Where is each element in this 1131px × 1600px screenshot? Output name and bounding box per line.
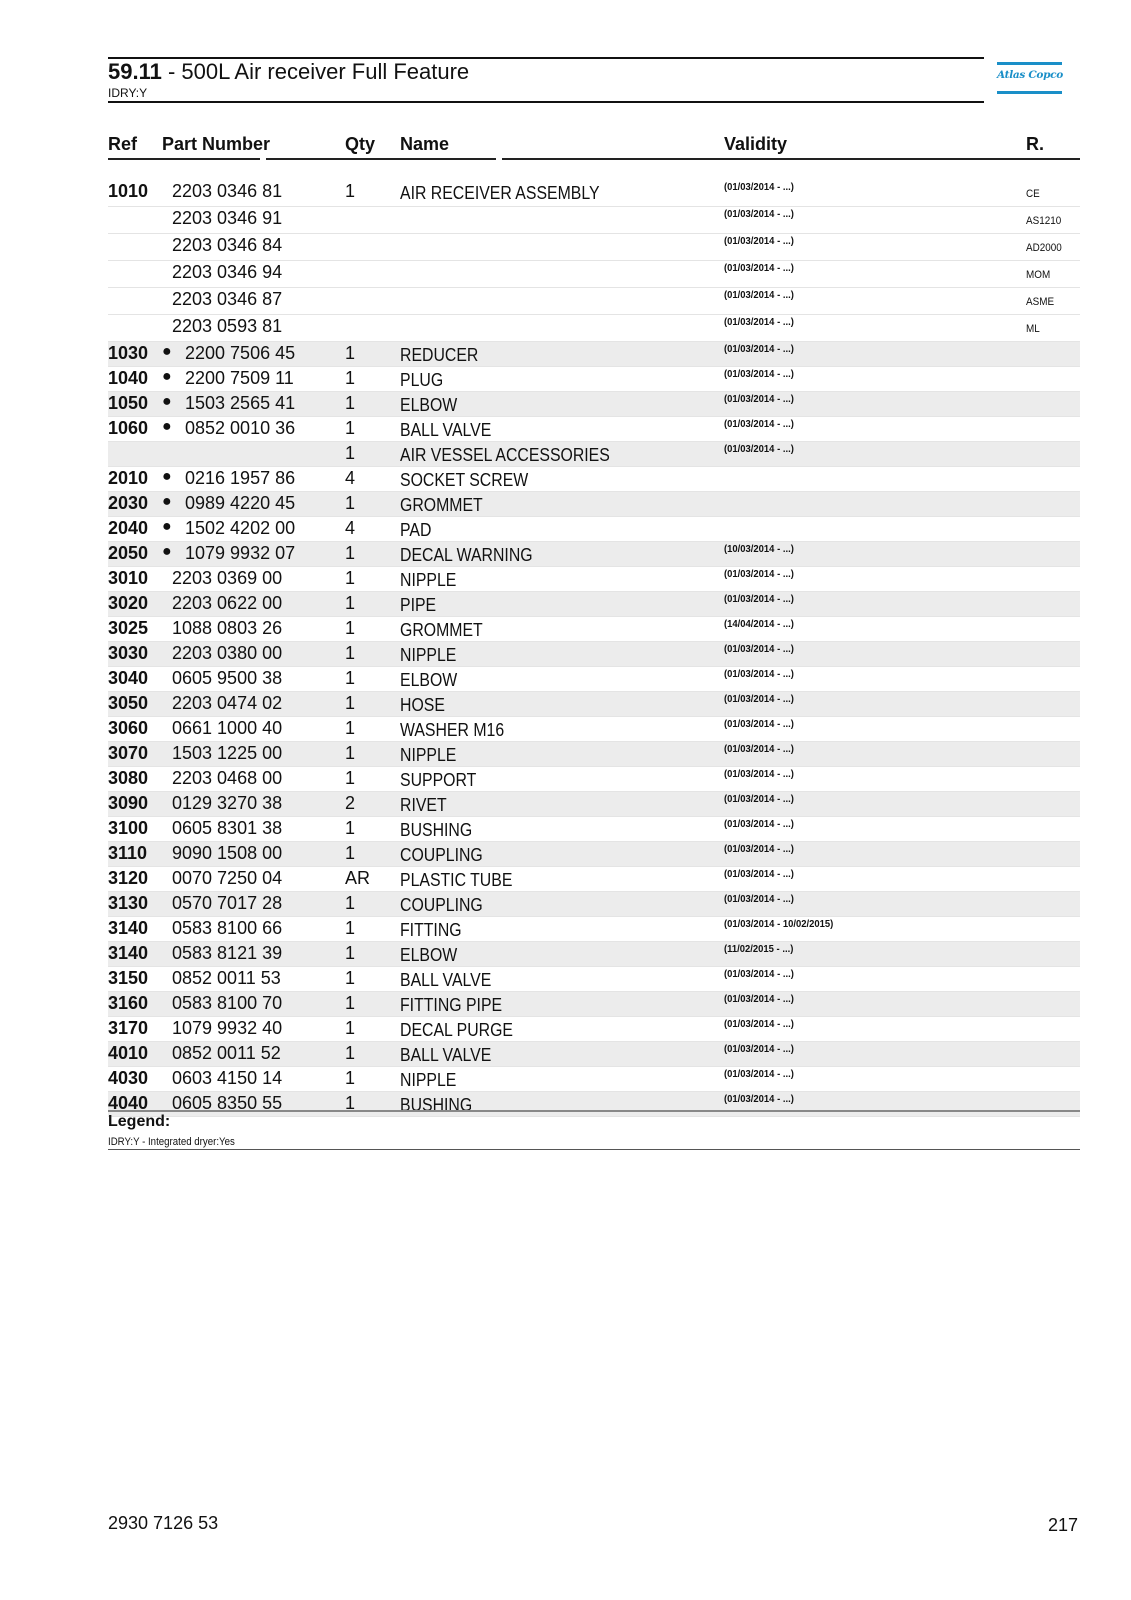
logo-wordmark: Atlas Copco — [997, 69, 1063, 81]
name-cell: RIVET — [400, 795, 447, 815]
validity-cell: (01/03/2014 - ...) — [724, 1018, 794, 1030]
table-row — [108, 992, 1080, 1017]
part-number-cell: 2203 0346 94 — [172, 262, 283, 282]
column-header-part-number: Part Number — [162, 134, 271, 154]
qty-cell: 1 — [345, 1068, 356, 1088]
name-cell: AIR VESSEL ACCESSORIES — [400, 445, 610, 465]
name-cell: NIPPLE — [400, 570, 457, 590]
page-title — [108, 59, 469, 85]
ref-cell: 3090 — [108, 793, 149, 813]
name-cell: SOCKET SCREW — [400, 470, 529, 490]
table-row — [108, 492, 1080, 517]
ref-cell: 3140 — [108, 918, 149, 938]
part-number-cell: 2203 0369 00 — [172, 568, 283, 588]
qty-cell: 1 — [345, 843, 356, 863]
column-header-qty: Qty — [345, 134, 376, 154]
qty-cell: 1 — [345, 743, 356, 763]
atlas-copco-logo — [997, 62, 1062, 94]
qty-cell: 1 — [345, 543, 356, 563]
qty-cell: 1 — [345, 918, 356, 938]
name-cell: PLASTIC TUBE — [400, 870, 513, 890]
r-cell: AS1210 — [1026, 215, 1062, 227]
ref-cell: 3120 — [108, 868, 149, 888]
parts-table-body — [108, 180, 1080, 1117]
validity-cell: (01/03/2014 - ...) — [724, 843, 794, 855]
qty-cell: 1 — [345, 643, 356, 663]
table-row — [108, 892, 1080, 917]
ref-cell: 1050 — [108, 393, 149, 413]
validity-cell: (01/03/2014 - ...) — [724, 235, 794, 247]
part-number-cell: 2203 0593 81 — [172, 316, 283, 336]
name-cell: REDUCER — [400, 345, 479, 365]
qty-cell: 1 — [345, 593, 356, 613]
validity-cell: (01/03/2014 - ...) — [724, 443, 794, 455]
part-number-cell: 2203 0346 81 — [172, 181, 283, 201]
table-row — [108, 1067, 1080, 1092]
part-number-cell: 0583 8100 66 — [172, 918, 283, 938]
table-row — [108, 717, 1080, 742]
ref-cell: 4010 — [108, 1043, 149, 1063]
ref-cell: 4040 — [108, 1093, 149, 1113]
table-row — [108, 367, 1080, 392]
section-subtitle: IDRY:Y — [108, 86, 148, 100]
validity-cell: (01/03/2014 - ...) — [724, 593, 794, 605]
part-number-cell: 0989 4220 45 — [185, 493, 296, 513]
qty-cell: 1 — [345, 1018, 356, 1038]
part-number-cell: 0605 8350 55 — [172, 1093, 283, 1113]
legend-title: Legend: — [108, 1113, 171, 1130]
column-header-name: Name — [400, 134, 450, 154]
bullet-icon: ● — [162, 418, 172, 435]
ref-cell: 2040 — [108, 518, 149, 538]
table-row — [108, 867, 1080, 892]
validity-cell: (01/03/2014 - 10/02/2015) — [724, 918, 834, 930]
name-cell: DECAL WARNING — [400, 545, 533, 565]
part-number-cell: 2203 0468 00 — [172, 768, 283, 788]
logo-bottom-bar — [997, 91, 1062, 94]
section-number: 59.11 — [108, 59, 162, 84]
qty-cell: 1 — [345, 443, 356, 463]
name-cell: COUPLING — [400, 895, 483, 915]
ref-cell: 3110 — [108, 843, 148, 863]
ref-cell: 3100 — [108, 818, 149, 838]
qty-cell: 1 — [345, 693, 356, 713]
part-number-cell: 9090 1508 00 — [172, 843, 283, 863]
legend — [108, 1110, 1080, 1150]
validity-cell: (01/03/2014 - ...) — [724, 893, 794, 905]
bullet-icon: ● — [162, 468, 172, 485]
bullet-icon: ● — [162, 543, 172, 560]
name-cell: BUSHING — [400, 820, 473, 840]
ref-cell: 3150 — [108, 968, 149, 988]
validity-cell: (01/03/2014 - ...) — [724, 1093, 794, 1105]
ref-cell: 1010 — [108, 181, 149, 201]
validity-cell: (01/03/2014 - ...) — [724, 968, 794, 980]
name-cell: COUPLING — [400, 845, 483, 865]
document-number: 2930 7126 53 — [108, 1513, 219, 1533]
table-row — [108, 234, 1080, 261]
table-row — [108, 1042, 1080, 1067]
name-cell: ELBOW — [400, 945, 458, 965]
part-number-cell: 0070 7250 04 — [172, 868, 283, 888]
part-number-cell: 2203 0622 00 — [172, 593, 283, 613]
name-cell: FITTING PIPE — [400, 995, 503, 1015]
ref-cell: 2050 — [108, 543, 149, 563]
page-number: 217 — [1048, 1515, 1079, 1535]
ref-cell: 3020 — [108, 593, 149, 613]
r-cell: CE — [1026, 188, 1040, 200]
ref-cell: 3010 — [108, 568, 149, 588]
qty-cell: 1 — [345, 893, 356, 913]
name-cell: WASHER M16 — [400, 720, 505, 740]
qty-cell: 1 — [345, 818, 356, 838]
part-number-cell: 2200 7509 11 — [185, 368, 294, 388]
validity-cell: (01/03/2014 - ...) — [724, 993, 794, 1005]
bullet-icon: ● — [162, 518, 172, 535]
table-row — [108, 567, 1080, 592]
ref-cell: 3030 — [108, 643, 149, 663]
ref-cell: 3060 — [108, 718, 149, 738]
table-row — [108, 792, 1080, 817]
name-cell: GROMMET — [400, 620, 483, 640]
table-row — [108, 667, 1080, 692]
table-row — [108, 742, 1080, 767]
r-cell: ML — [1026, 323, 1040, 335]
name-cell: SUPPORT — [400, 770, 477, 790]
qty-cell: AR — [345, 868, 371, 888]
part-number-cell: 2203 0346 87 — [172, 289, 283, 309]
part-number-cell: 2203 0346 91 — [172, 208, 283, 228]
validity-cell: (01/03/2014 - ...) — [724, 289, 794, 301]
ref-cell: 2030 — [108, 493, 149, 513]
part-number-cell: 0605 9500 38 — [172, 668, 283, 688]
part-number-cell: 1503 2565 41 — [185, 393, 296, 413]
table-row — [108, 315, 1080, 342]
ref-cell: 1030 — [108, 343, 149, 363]
part-number-cell: 0570 7017 28 — [172, 893, 283, 913]
validity-cell: (01/03/2014 - ...) — [724, 868, 794, 880]
r-cell: AD2000 — [1026, 242, 1062, 254]
qty-cell: 1 — [345, 568, 356, 588]
ref-cell: 3130 — [108, 893, 149, 913]
ref-cell: 3170 — [108, 1018, 149, 1038]
table-row — [108, 442, 1080, 467]
part-number-cell: 1503 1225 00 — [172, 743, 283, 763]
table-row — [108, 967, 1080, 992]
table-row — [108, 467, 1080, 492]
name-cell: NIPPLE — [400, 1070, 457, 1090]
validity-cell: (01/03/2014 - ...) — [724, 181, 794, 193]
name-cell: GROMMET — [400, 495, 483, 515]
part-number-cell: 0603 4150 14 — [172, 1068, 283, 1088]
ref-cell: 1040 — [108, 368, 149, 388]
ref-cell: 3025 — [108, 618, 149, 638]
part-number-cell: 1079 9932 07 — [185, 543, 296, 563]
table-row — [108, 261, 1080, 288]
ref-cell: 4030 — [108, 1068, 149, 1088]
column-header-validity: Validity — [724, 134, 788, 154]
part-number-cell: 0661 1000 40 — [172, 718, 283, 738]
part-number-cell: 0852 0011 53 — [172, 968, 281, 988]
table-row — [108, 692, 1080, 717]
name-cell: NIPPLE — [400, 645, 457, 665]
bullet-icon: ● — [162, 368, 172, 385]
name-cell: BALL VALVE — [400, 1045, 492, 1065]
ref-cell: 3050 — [108, 693, 149, 713]
qty-cell: 4 — [345, 468, 356, 488]
table-row — [108, 642, 1080, 667]
qty-cell: 1 — [345, 768, 356, 788]
r-cell: MOM — [1026, 269, 1051, 281]
name-cell: DECAL PURGE — [400, 1020, 513, 1040]
validity-cell: (01/03/2014 - ...) — [724, 368, 794, 380]
part-number-cell: 0583 8100 70 — [172, 993, 283, 1013]
table-row — [108, 180, 1080, 207]
part-number-cell: 2200 7506 45 — [185, 343, 296, 363]
qty-cell: 1 — [345, 993, 356, 1013]
ref-cell: 2010 — [108, 468, 149, 488]
table-row — [108, 942, 1080, 967]
validity-cell: (01/03/2014 - ...) — [724, 693, 794, 705]
column-header-ref: Ref — [108, 134, 138, 154]
bullet-icon: ● — [162, 493, 172, 510]
part-number-cell: 0605 8301 38 — [172, 818, 283, 838]
name-cell: ELBOW — [400, 670, 458, 690]
part-number-cell: 2203 0474 02 — [172, 693, 283, 713]
validity-cell: (01/03/2014 - ...) — [724, 793, 794, 805]
validity-cell: (01/03/2014 - ...) — [724, 568, 794, 580]
table-header — [108, 131, 1080, 160]
table-row — [108, 417, 1080, 442]
table-row — [108, 767, 1080, 792]
name-cell: FITTING — [400, 920, 462, 940]
qty-cell: 1 — [345, 418, 356, 438]
part-number-cell: 2203 0346 84 — [172, 235, 283, 255]
legend-text: IDRY:Y - Integrated dryer:Yes — [108, 1136, 235, 1148]
qty-cell: 1 — [345, 1043, 356, 1063]
table-row — [108, 617, 1080, 642]
part-number-cell: 0129 3270 38 — [172, 793, 283, 813]
qty-cell: 1 — [345, 368, 356, 388]
table-row — [108, 207, 1080, 234]
table-row — [108, 288, 1080, 315]
part-number-cell: 1079 9932 40 — [172, 1018, 283, 1038]
validity-cell: (01/03/2014 - ...) — [724, 718, 794, 730]
validity-cell: (01/03/2014 - ...) — [724, 1043, 794, 1055]
validity-cell: (01/03/2014 - ...) — [724, 262, 794, 274]
table-row — [108, 1017, 1080, 1042]
r-cell: ASME — [1026, 296, 1055, 308]
ref-cell: 3080 — [108, 768, 149, 788]
validity-cell: (01/03/2014 - ...) — [724, 768, 794, 780]
name-cell: HOSE — [400, 695, 445, 715]
qty-cell: 1 — [345, 1093, 356, 1113]
ref-cell: 3160 — [108, 993, 149, 1013]
validity-cell: (01/03/2014 - ...) — [724, 818, 794, 830]
part-number-cell: 0852 0011 52 — [172, 1043, 281, 1063]
name-cell: AIR RECEIVER ASSEMBLY — [400, 183, 600, 203]
qty-cell: 1 — [345, 943, 356, 963]
part-number-cell: 0583 8121 39 — [172, 943, 283, 963]
validity-cell: (01/03/2014 - ...) — [724, 316, 794, 328]
table-row — [108, 392, 1080, 417]
name-cell: BUSHING — [400, 1095, 473, 1115]
ref-cell: 3070 — [108, 743, 149, 763]
table-row — [108, 342, 1080, 367]
validity-cell: (01/03/2014 - ...) — [724, 208, 794, 220]
validity-cell: (10/03/2014 - ...) — [724, 543, 794, 555]
part-number-cell: 2203 0380 00 — [172, 643, 283, 663]
name-cell: BALL VALVE — [400, 970, 492, 990]
part-number-cell: 0852 0010 36 — [185, 418, 296, 438]
qty-cell: 1 — [345, 343, 356, 363]
table-row — [108, 592, 1080, 617]
bullet-icon: ● — [162, 343, 172, 360]
name-cell: NIPPLE — [400, 745, 457, 765]
validity-cell: (01/03/2014 - ...) — [724, 418, 794, 430]
bullet-icon: ● — [162, 393, 172, 410]
validity-cell: (01/03/2014 - ...) — [724, 343, 794, 355]
qty-cell: 2 — [345, 793, 356, 813]
qty-cell: 4 — [345, 518, 356, 538]
validity-cell: (01/03/2014 - ...) — [724, 643, 794, 655]
name-cell: PIPE — [400, 595, 437, 615]
validity-cell: (01/03/2014 - ...) — [724, 668, 794, 680]
table-row — [108, 817, 1080, 842]
name-cell: BALL VALVE — [400, 420, 492, 440]
validity-cell: (11/02/2015 - ...) — [724, 943, 794, 955]
ref-cell: 1060 — [108, 418, 149, 438]
validity-cell: (01/03/2014 - ...) — [724, 393, 794, 405]
section-header — [108, 57, 984, 103]
logo-top-bar — [997, 62, 1062, 65]
part-number-cell: 0216 1957 86 — [185, 468, 296, 488]
column-header-r: R. — [1026, 134, 1044, 154]
qty-cell: 1 — [345, 668, 356, 688]
table-row — [108, 517, 1080, 542]
ref-cell: 3140 — [108, 943, 149, 963]
qty-cell: 1 — [345, 393, 356, 413]
section-title: - 500L Air receiver Full Feature — [167, 59, 470, 84]
table-row — [108, 842, 1080, 867]
qty-cell: 1 — [345, 181, 356, 201]
name-cell: ELBOW — [400, 395, 458, 415]
name-cell: PAD — [400, 520, 432, 540]
table-row — [108, 542, 1080, 567]
qty-cell: 1 — [345, 718, 356, 738]
part-number-cell: 1502 4202 00 — [185, 518, 296, 538]
qty-cell: 1 — [345, 968, 356, 988]
validity-cell: (01/03/2014 - ...) — [724, 1068, 794, 1080]
ref-cell: 3040 — [108, 668, 149, 688]
validity-cell: (14/04/2014 - ...) — [724, 618, 794, 630]
part-number-cell: 1088 0803 26 — [172, 618, 283, 638]
validity-cell: (01/03/2014 - ...) — [724, 743, 794, 755]
table-row — [108, 917, 1080, 942]
qty-cell: 1 — [345, 618, 356, 638]
qty-cell: 1 — [345, 493, 356, 513]
name-cell: PLUG — [400, 370, 444, 390]
